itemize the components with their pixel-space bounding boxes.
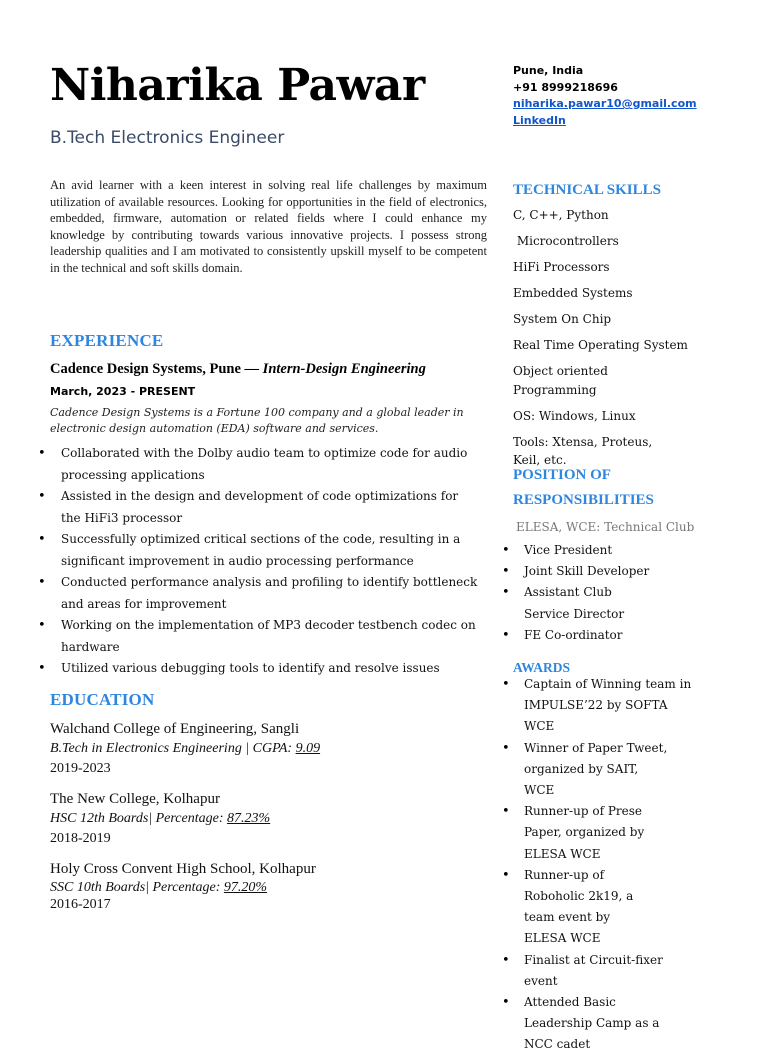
education-entry <box>50 789 490 849</box>
degree-text: HSC 12th Boards| Percentage: <box>50 811 228 826</box>
degree-text: B.Tech in Electronics Engineering | CGPA: <box>50 741 296 756</box>
skill-item: Real Time Operating System <box>513 338 688 352</box>
contact-location: Pune, India <box>513 64 584 77</box>
list-item: • Successfully optimized critical sections of the code, resulting in a significant improvement in audio processing performance <box>38 529 478 572</box>
awards-heading: AWARDS <box>513 660 571 675</box>
list-item: • Joint Skill Developer <box>502 561 682 582</box>
skills-list <box>513 206 693 477</box>
awards-list <box>502 674 692 1056</box>
contact-phone: +91 8999218696 <box>513 80 618 94</box>
list-item: • Collaborated with the Dolby audio team to optimize code for audio processing applications <box>38 443 478 486</box>
degree-line <box>50 879 490 896</box>
degree-score: 9.09 <box>295 741 321 756</box>
education-heading: EDUCATION <box>50 690 155 709</box>
degree-score: 97.20% <box>223 880 268 895</box>
skill-item: System On Chip <box>513 312 612 326</box>
degree-line <box>50 739 490 759</box>
skill-item: Microcontrollers <box>513 234 619 248</box>
job-company: Cadence Design Systems, Pune — <box>50 361 260 377</box>
list-item: • Runner-up of Prese Paper, organized by ELESA WCE <box>502 801 674 865</box>
job-role: Intern-Design Engineering <box>262 361 426 377</box>
list-item: • FE Co-ordinator <box>502 625 682 646</box>
experience-heading: EXPERIENCE <box>50 331 164 350</box>
education-entry <box>50 859 490 913</box>
contact-linkedin-link[interactable]: LinkedIn <box>513 113 566 127</box>
degree-score: 87.23% <box>227 811 271 826</box>
list-item: • Finalist at Circuit-fixer event <box>502 950 664 992</box>
degree-line <box>50 809 490 829</box>
list-item: • Utilized various debugging tools to identify and resolve issues <box>38 658 478 680</box>
list-item: • Assistant Club Service Director <box>502 582 654 624</box>
job-dates: March, 2023 - PRESENT <box>50 385 196 398</box>
experience-bullets <box>38 443 478 680</box>
contact-email-link[interactable]: niharika.pawar10@gmail.com <box>513 97 697 110</box>
candidate-name: Niharika Pawar <box>50 60 425 111</box>
degree-text: SSC 10th Boards| Percentage: <box>50 880 224 895</box>
list-item: • Vice President <box>502 540 682 561</box>
list-item: • Runner-up of Roboholic 2k19, a team event by ELESA WCE <box>502 865 654 950</box>
skill-item: Tools: Xtensa, Proteus, Keil, etc. <box>513 434 653 467</box>
responsibilities-list <box>502 540 682 646</box>
skill-item: C, C++, Python <box>513 208 609 222</box>
job-title <box>50 361 490 378</box>
skill-item: OS: Windows, Linux <box>513 408 636 423</box>
club-name: ELESA, WCE: Technical Club <box>516 520 695 534</box>
skill-item: Object oriented Programming <box>513 364 608 397</box>
candidate-title: B.Tech Electronics Engineer <box>50 128 285 148</box>
responsibilities-heading <box>513 463 654 513</box>
list-item: • Attended Basic Leadership Camp as a NCC cadet <box>502 992 679 1056</box>
education-years: 2018-2019 <box>50 831 111 846</box>
education-years: 2019-2023 <box>50 761 111 776</box>
list-item: • Captain of Winning team in IMPULSE’22 by SOFTA WCE <box>502 674 692 738</box>
education-years: 2016-2017 <box>50 897 111 912</box>
skills-heading: TECHNICAL SKILLS <box>513 182 661 198</box>
school-name: Holy Cross Convent High School, Kolhapur <box>50 861 316 877</box>
professional-summary: An avid learner with a keen interest in solving real life challenges by maximum utilization of available resources. Looking for opportunities in the field of electronics, embedded, firmware, automation or related fields where I could enhance my knowledge by contributing towards various innovative projects. I possess strong leadership qualities and I am motivated to consistently upskill myself to be competent in the technical and soft skills domain. <box>50 178 487 275</box>
school-name: Walchand College of Engineering, Sangli <box>50 721 300 737</box>
school-name: The New College, Kolhapur <box>50 791 220 807</box>
contact-block <box>513 63 713 129</box>
education-entry <box>50 719 490 779</box>
responsibilities-heading-line2: RESPONSIBILITIES <box>513 492 654 508</box>
list-item: • Winner of Paper Tweet, organized by SAIT, WCE <box>502 738 669 802</box>
list-item: • Assisted in the design and development of code optimizations for the HiFi3 processor <box>38 486 478 529</box>
list-item: • Working on the implementation of MP3 decoder testbench codec on hardware <box>38 615 478 658</box>
skill-item: Embedded Systems <box>513 286 633 300</box>
list-item: • Conducted performance analysis and profiling to identify bottleneck and areas for improvement <box>38 572 478 615</box>
responsibilities-heading-line1: POSITION OF <box>513 467 611 483</box>
company-description: Cadence Design Systems is a Fortune 100 company and a global leader in electronic design automation (EDA) software and services. <box>50 406 464 435</box>
skill-item: HiFi Processors <box>513 260 610 274</box>
